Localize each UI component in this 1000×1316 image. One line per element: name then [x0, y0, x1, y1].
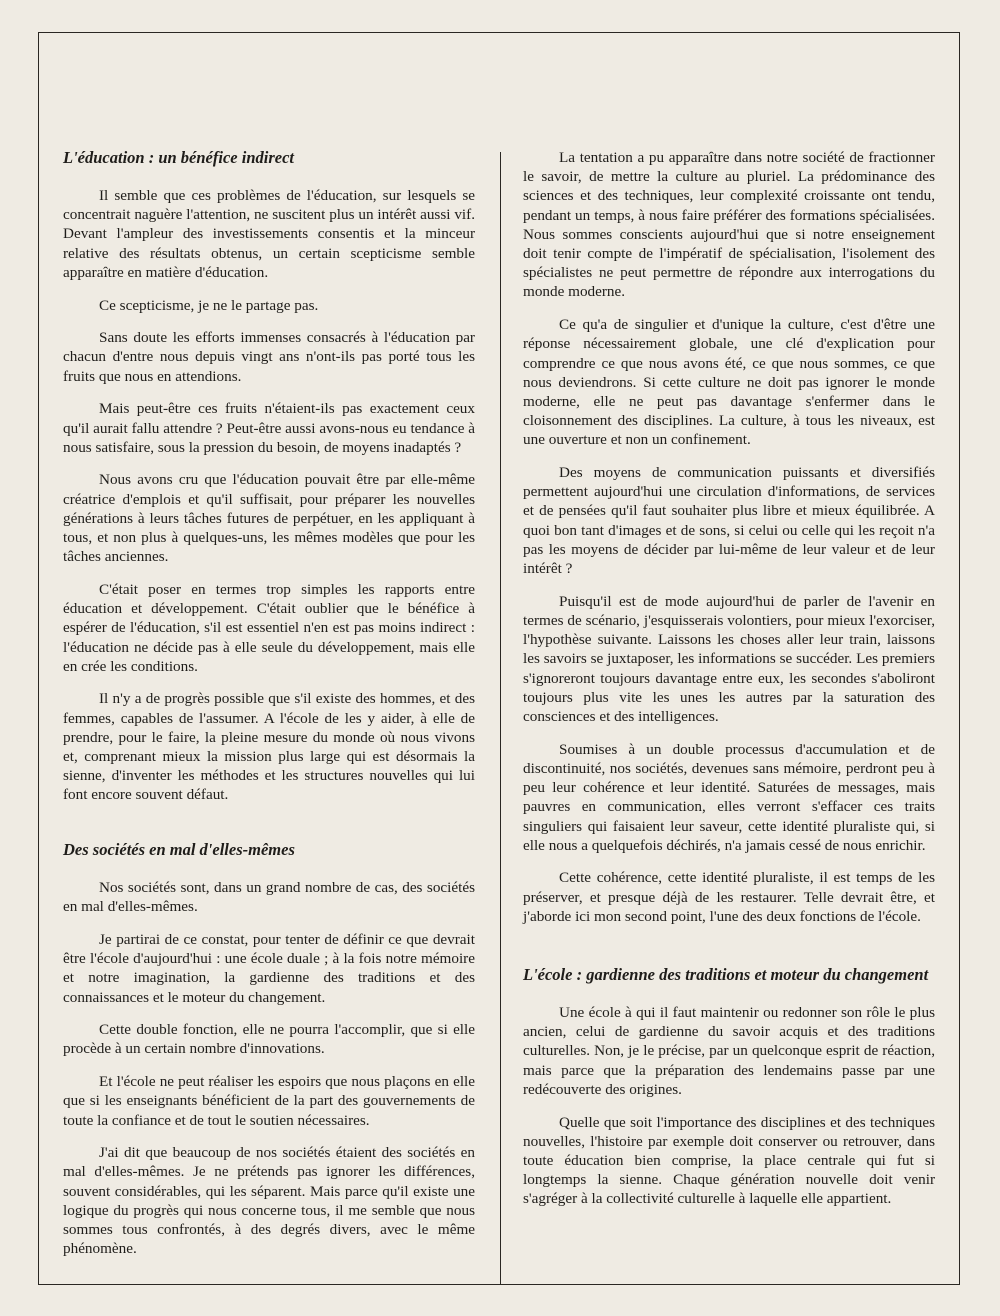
paragraph: Ce scepticisme, je ne le partage pas.	[99, 296, 319, 314]
paragraph: Soumises à un double processus d'accumulation et de discontinuité, nos sociétés, devenues sans mémoire, perdront peu à peu leur cohérence et leur identité. Saturées de messages, mais pauvres en communication, elles verront s'effacer ces traits singuliers qui faisaient leur saveur, cette identité pluraliste qui, si elle nous a quelquefois déchirés, n'a jamais cessé de nous enrichir.	[523, 740, 935, 854]
paragraph: Quelle que soit l'importance des disciplines et des techniques nouvelles, l'histoire par exemple doit conserver ou retrouver, dans toute éducation bien comprise, la place centrale qui fut si longtemps la sienne. Chaque génération nouvelle doit venir s'agréger à la collectivité culturelle à laquelle elle appartient.	[523, 1113, 935, 1208]
paragraph: Puisqu'il est de mode aujourd'hui de parler de l'avenir en termes de scénario, j'esquisserais volontiers, pour mieux l'exorciser, l'hypothèse suivante. Laissons les choses aller leur train, laissons les savoirs se juxtaposer, les informations se succéder. Les premiers s'ignoreront toujours davantage entre eux, les secondes s'aboliront toujours plus vite les unes les autres par la saturation des consciences et des intelligences.	[523, 592, 935, 725]
section-culture	[523, 148, 935, 940]
paragraph: Il semble que ces problèmes de l'éducation, sur lesquels se concentrait naguère l'attention, ne suscitent plus un intérêt aussi vif. Devant l'ampleur des investissements consentis et la minceur relative des résultats obtenus, un certain scepticisme semble apparaître en matière d'éducation.	[63, 187, 475, 281]
section-heading: L'éducation : un bénéfice indirect	[63, 148, 294, 167]
paragraph: Cette cohérence, cette identité pluraliste, il est temps de les préserver, et presque déjà de les restaurer. Telle devrait être, et j'aborde ici mon second point, l'une des deux fonctions de l'école.	[523, 869, 935, 925]
section-heading: Des sociétés en mal d'elles-mêmes	[63, 840, 295, 859]
paragraph: J'ai dit que beaucoup de nos sociétés étaient des sociétés en mal d'elles-mêmes. Je ne prétends pas ignorer les différences, souvent considérables, qui les séparent. Mais parce qu'il existe une logique du progrès qui nous concerne tous, il me semble que nous sommes tous confrontés, à des degrés divers, avec le même phénomène.	[63, 1144, 475, 1258]
paragraph: La tentation a pu apparaître dans notre société de fractionner le savoir, de mettre la culture au pluriel. La prédominance des sciences et des techniques, leur complexité croissante ont tendu, pendant un temps, à nous faire préférer des formations spécialisées. Nous sommes conscients aujourd'hui que si notre enseignement doit tenir compte de l'impératif de spécialisation, l'isolement des spécialistes ne peut permettre de répondre aux interrogations du monde moderne.	[523, 149, 935, 301]
paragraph: Une école à qui il faut maintenir ou redonner son rôle le plus ancien, celui de gardienne du savoir acquis et des traditions culturelles. Non, je le précise, par un quelconque esprit de réaction, mais parce que la préparation des lendemains passe par une redécouverte des origines.	[523, 1004, 935, 1098]
paragraph: Et l'école ne peut réaliser les espoirs que nous plaçons en elle que si les enseignants bénéficient de la part des gouvernements de toute la confiance et de tout le soutien nécessaires.	[63, 1073, 475, 1129]
paragraph: C'était poser en termes trop simples les rapports entre éducation et développement. C'était oublier que le bénéfice à espérer de l'éducation, s'il est essentiel n'en est pas moins indirect : l'éducation ne décide pas à elle seule du développement, mais elle en crée les conditions.	[63, 580, 475, 675]
paragraph: Nous avons cru que l'éducation pouvait être par elle-même créatrice d'emplois et qu'il suffisait, pour préparer les nouvelles générations à leurs tâches futures de perpétuer, en les appliquant à tous, et non plus à quelques-uns, les mêmes modèles que pour les tâches anciennes.	[63, 471, 475, 566]
section-societies	[63, 840, 475, 1272]
section-education	[63, 148, 475, 818]
column-divider	[500, 152, 501, 1285]
paragraph: Nos sociétés sont, dans un grand nombre de cas, des sociétés en mal d'elles-mêmes.	[63, 879, 475, 916]
paragraph: Sans doute les efforts immenses consacrés à l'éducation par chacun d'entre nous depuis vingt ans n'ont-ils pas porté tous les fruits que nous en attendions.	[63, 329, 475, 385]
paragraph: Des moyens de communication puissants et diversifiés permettent aujourd'hui une circulation d'informations, de services et de pensées qu'il faut souhaiter plus libre et mieux équilibrée. A quoi bon tant d'images et de sons, si celui ou celle qui les reçoit n'a pas les moyens de décider par lui-même de leur valeur et de leur intérêt ?	[523, 464, 935, 578]
section-heading: L'école : gardienne des traditions et moteur du changement	[523, 965, 929, 984]
paragraph: Je partirai de ce constat, pour tenter de définir ce que devrait être l'école d'aujourd'hui : une école duale ; à la fois notre mémoire et notre imagination, la gardienne des traditions et des connaissances et le moteur du changement.	[63, 930, 475, 1006]
section-school	[523, 965, 935, 1222]
paragraph: Mais peut-être ces fruits n'étaient-ils pas exactement ceux qu'il aurait fallu attendre ? Peut-être aussi avons-nous eu tendance à nous satisfaire, sous la pression du besoin, de moyens inadaptés ?	[63, 400, 475, 456]
paragraph: Ce qu'a de singulier et d'unique la culture, c'est d'être une réponse nécessairement globale, une clé d'explication pour comprendre ce que nous avons été, ce que nous sommes, ce que nous deviendrons. Si cette culture ne doit pas ignorer le monde moderne, elle ne peut pas davantage s'enfermer dans le cloisonnement des disciplines. La culture, à tous les niveaux, est une ouverture et non un confinement.	[523, 316, 935, 449]
paragraph: Cette double fonction, elle ne pourra l'accomplir, que si elle procède à un certain nombre d'innovations.	[63, 1021, 475, 1058]
paragraph: Il n'y a de progrès possible que s'il existe des hommes, et des femmes, capables de l'assumer. A l'école de les y aider, à elle de prendre, pour le faire, la pleine mesure du monde où nous vivons et, comprenant mieux la mission plus large qui est désormais la sienne, d'inventer les méthodes et les structures nouvelles qui lui font encore souvent défaut.	[63, 690, 475, 804]
